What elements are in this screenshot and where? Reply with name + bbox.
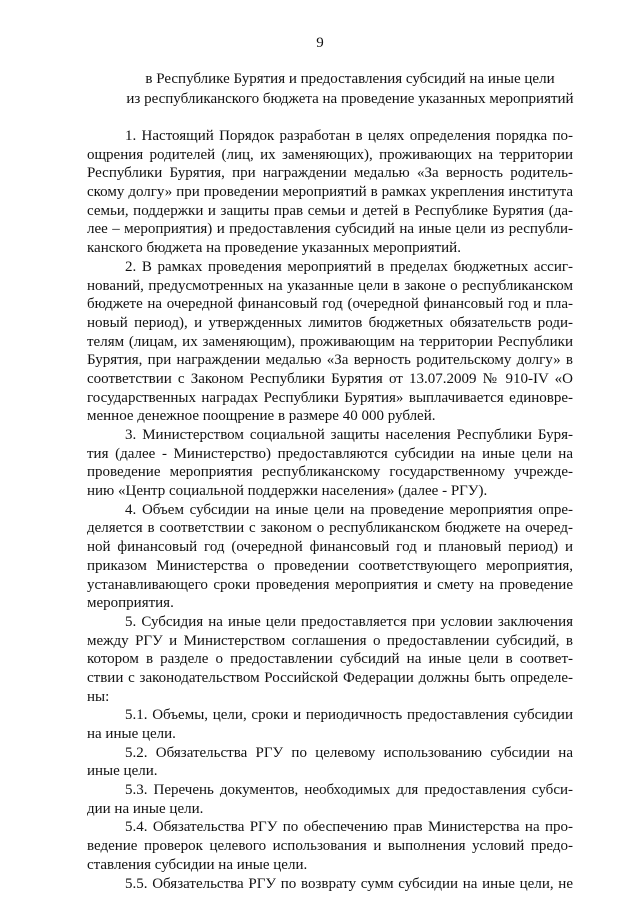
- text-line: приказом Министерства о проведении соответствующего мероприятия,: [87, 557, 573, 574]
- text-line: между РГУ и Министерством соглашения о предоставлении субсидий, в: [87, 632, 573, 649]
- text-line: на иные цели.: [87, 726, 176, 742]
- text-line: Бурятия, при награждении медалью «За верность родительскому долгу» в: [87, 352, 573, 369]
- text-line: 1. Настоящий Порядок разработан в целях определения порядка по-: [125, 128, 573, 144]
- text-line: ставления субсидии на иные цели.: [87, 856, 308, 873]
- page-number: 9: [316, 35, 324, 51]
- text-line: 5.5. Обязательства РГУ по возврату сумм субсидии на иные цели, не: [125, 875, 573, 892]
- text-line: иные цели.: [87, 763, 158, 780]
- text-line: канского бюджета на проведение указанных мероприятий.: [87, 240, 461, 257]
- text-line: 5.2. Обязательства РГУ по целевому использованию субсидии на: [125, 744, 573, 761]
- text-line: котором в разделе о предоставлении субсидий на иные цели в соответ-: [87, 651, 573, 668]
- heading-line-1: в Республике Бурятия и предоставления субсидий на иные цели: [145, 71, 555, 87]
- text-line: семьи, поддержки и защиты прав семьи и детей в Республике Бурятия (да-: [87, 202, 573, 219]
- text-line: лее – мероприятия) и предоставления субсидий на иные цели из республи-: [87, 221, 573, 238]
- text-line: скому долгу» при проведении мероприятий в рамках укрепления института: [87, 184, 573, 201]
- text-line: 2. В рамках проведения мероприятий в пределах бюджетных ассиг-: [125, 258, 573, 275]
- text-line: 5.1. Объемы, цели, сроки и периодичность предоставления субсидии: [125, 707, 573, 724]
- text-line: 3. Министерством социальной защиты населения Республики Буря-: [125, 427, 573, 443]
- text-line: ны:: [87, 688, 110, 705]
- document-heading: [60, 69, 640, 109]
- document-body: [87, 127, 573, 893]
- text-line: Республики Бурятия, при награждении медалью «За верность родитель-: [87, 165, 573, 182]
- text-line: тия (далее - Министерство) предоставляются субсидии на иные цели на: [87, 445, 573, 462]
- text-line: ведение проверок целевого использования и выполнения условий предо-: [87, 838, 573, 855]
- text-line: 4. Объем субсидии на иные цели на проведение мероприятия опре-: [125, 501, 573, 518]
- text-line: менное денежное поощрение в размере 40 000 рублей.: [87, 408, 436, 425]
- text-line: бюджете на очередной финансовый год (очередной финансовый год и пла-: [87, 296, 573, 313]
- text-line: 5.3. Перечень документов, необходимых для предоставления субси-: [125, 782, 573, 799]
- text-line: государственных наградах Республики Бурятия» выплачивается единовре-: [87, 389, 573, 406]
- text-line: проведение мероприятия республиканскому государственному учрежде-: [87, 464, 573, 481]
- heading-line-2: из республиканского бюджета на проведение указанных мероприятий: [126, 91, 574, 107]
- text-line: дии на иные цели.: [87, 800, 204, 817]
- text-line: ствии с законодательством Российской Федерации должны быть определе-: [87, 669, 573, 686]
- text-line: новый период), и утвержденных лимитов бюджетных обязательств роди-: [87, 314, 573, 331]
- text-line: мероприятия.: [87, 595, 174, 612]
- text-line: 5. Субсидия на иные цели предоставляется при условии заключения: [125, 613, 573, 630]
- text-line: 5.4. Обязательства РГУ по обеспечению прав Министерства на про-: [125, 819, 573, 836]
- text-line: деляется в соответствии с законом о республиканском бюджете на очеред-: [87, 520, 573, 537]
- text-line: телям (лицам, их заменяющим), проживающим на территории Республики: [87, 333, 573, 350]
- text-line: нию «Центр социальной поддержки населения» (далее - РГУ).: [87, 483, 488, 500]
- text-line: устанавливающего сроки проведения мероприятия и смету на проведение: [87, 576, 573, 593]
- text-line: ощрения родителей (лиц, их заменяющих), проживающих на территории: [87, 146, 573, 163]
- text-line: соответствии с Законом Республики Бурятия от 13.07.2009 № 910-IV «О: [87, 370, 573, 387]
- text-line: ной финансовый год (очередной финансовый год и плановый период) и: [87, 539, 573, 556]
- text-line: нований, предусмотренных на указанные цели в законе о республиканском: [87, 277, 573, 294]
